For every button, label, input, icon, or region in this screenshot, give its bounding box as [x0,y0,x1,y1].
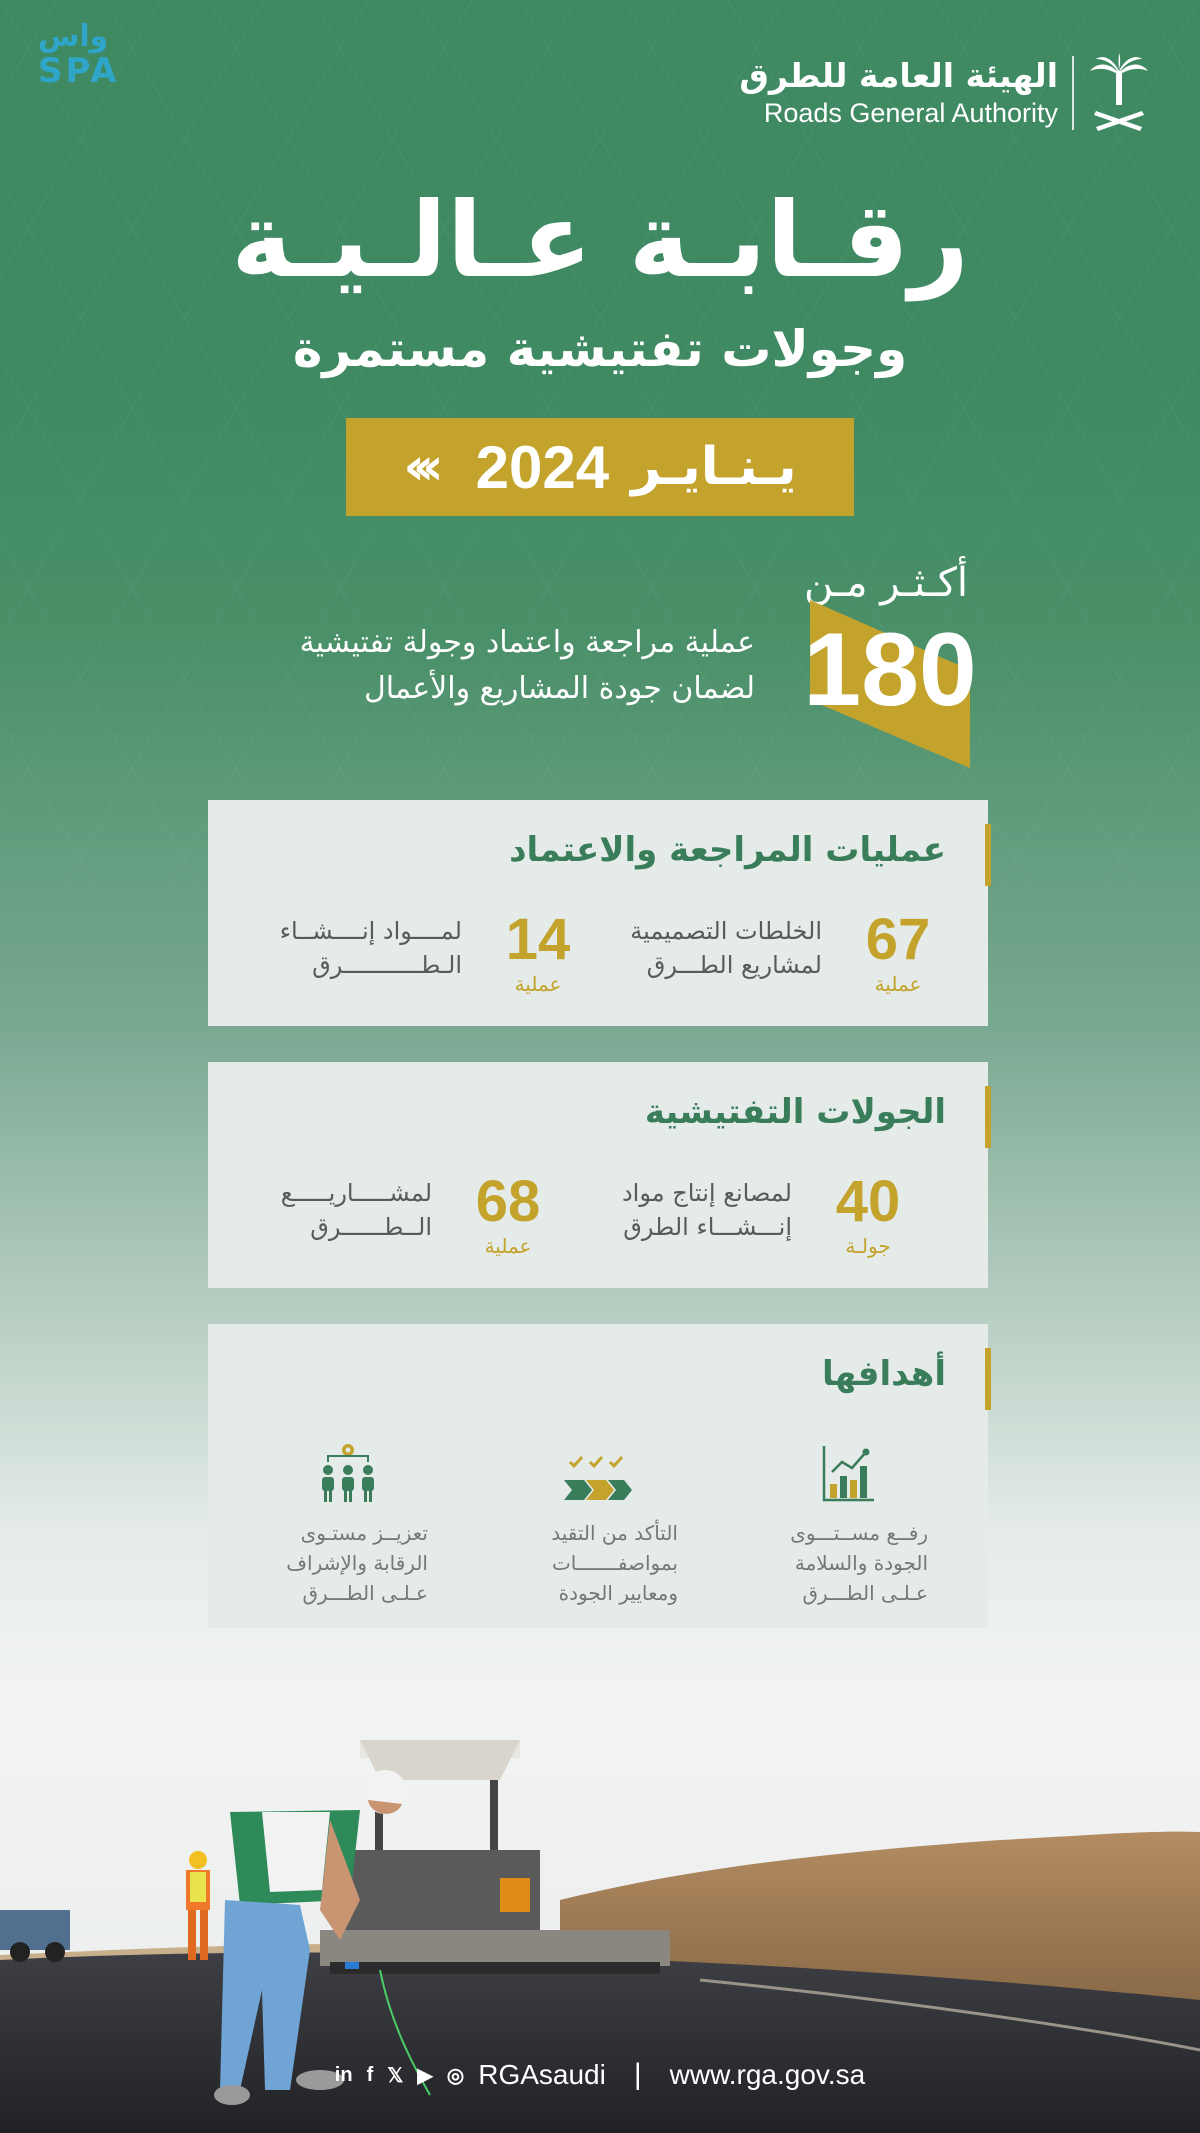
facebook-icon[interactable]: f [366,2063,374,2086]
metric-desc-line-1: لمصانع إنتاج مواد [621,1179,792,1207]
goal-line-3: عـلـى الطـــرق [802,1581,928,1605]
metric-desc-line-2: لمشاريع الطـــرق [646,951,822,979]
card-accent [985,824,991,886]
goal-line-1: رفــع مســتـــوى [790,1521,928,1545]
goal-line-1: تعزيــز مستـوى [300,1521,428,1545]
rga-name-arabic: الهيئة العامة للطرق [739,56,1058,95]
social-handle[interactable]: RGAsaudi [478,2059,606,2090]
goals-card [208,1324,988,1628]
linkedin-icon[interactable]: in [334,2063,353,2086]
headline-title: رقـابـة عـالـيـة [231,179,969,301]
metric-number: 68 [475,1169,541,1234]
inspection-metric-projects [281,1170,558,1258]
youtube-icon[interactable]: ▶ [417,2064,433,2087]
team-gear-icon [318,1442,378,1504]
review-metric-materials [280,908,588,996]
palm-swords-emblem-icon [1088,53,1150,133]
metric-desc-line-2: الـطـــــــــــرق [312,951,462,979]
card-accent [985,1086,991,1148]
summary-prefix: أكـثـر مـن [803,560,968,606]
goal-line-3: ومعايير الجودة [558,1581,678,1605]
metric-desc-line-1: لمشـــــاريـــــع [280,1179,432,1207]
x-icon[interactable]: 𝕏 [387,2064,404,2087]
summary-description [155,620,755,712]
goal-line-2: بمواصفـــــــات [551,1551,678,1575]
metric-unit: عملية [874,972,922,996]
goal-line-2: الرقابة والإشراف [286,1551,428,1575]
inspection-card [208,1062,988,1288]
metric-desc-line-2: الــطــــــرق [310,1213,432,1241]
metric-description [281,1170,458,1244]
spa-logo-arabic: واس [38,19,109,54]
goal-line-2: الجودة والسلامة [794,1551,928,1575]
rga-name-english: Roads General Authority [763,98,1058,128]
goals-list [248,1434,948,1608]
chevrons-left-icon: ‹‹‹ [403,437,432,497]
spa-logo [38,19,138,94]
goal-item [498,1434,698,1608]
metric-unit: عملية [514,972,562,996]
metric-desc-line-2: إنـــشـــاء الطرق [623,1213,792,1241]
summary-line-1: عملية مراجعة واعتماد وجولة تفتيشية [299,625,755,660]
goal-text [498,1518,698,1608]
goal-line-3: عـلـى الطـــرق [302,1581,428,1605]
footer [0,2058,1200,2092]
goal-item [748,1434,948,1608]
instagram-icon[interactable]: ◎ [446,2064,465,2087]
metric-description [280,908,488,982]
chart-growth-icon [820,1444,876,1504]
goals-card-title: أهدافها [822,1354,946,1394]
rga-logo [739,48,1150,138]
spa-logo-latin: SPA [38,51,120,91]
metric-unit: عملية [484,1234,532,1258]
metric-number: 40 [835,1169,901,1234]
metric-description [622,1170,818,1244]
checklist-arrows-icon [562,1454,634,1504]
date-banner [346,418,854,516]
review-card-title: عمليات المراجعة والاعتماد [509,830,946,870]
goal-line-1: التأكد من التقيد [551,1521,678,1545]
review-card [208,800,988,1026]
metric-desc-line-1: الخلطات التصميمية [630,917,822,945]
date-year: 2024 [475,433,610,501]
metric-number: 14 [505,907,571,972]
goal-item [248,1434,448,1608]
goal-text [748,1518,948,1608]
website-link[interactable]: www.rga.gov.sa [669,2059,866,2090]
metric-desc-line-1: لمــــواد إنــــشــاء [279,917,462,945]
goal-text [248,1518,448,1608]
metric-description [630,908,848,982]
review-metric-mixes [630,908,948,996]
rga-logo-text [739,56,1074,130]
card-accent [985,1348,991,1410]
footer-separator: | [633,2058,642,2091]
inspection-card-title: الجولات التفتيشية [644,1092,946,1132]
headline-subtitle: وجولات تفتيشية مستمرة [292,320,908,378]
metric-unit: جولـة [845,1234,891,1258]
summary-number: 180 [803,612,977,728]
date-month: يـنـايـر [631,437,797,497]
inspection-metric-factories [622,1170,918,1258]
summary-line-2: لضمان جودة المشاريع والأعمال [363,671,755,706]
metric-number: 67 [865,907,931,972]
